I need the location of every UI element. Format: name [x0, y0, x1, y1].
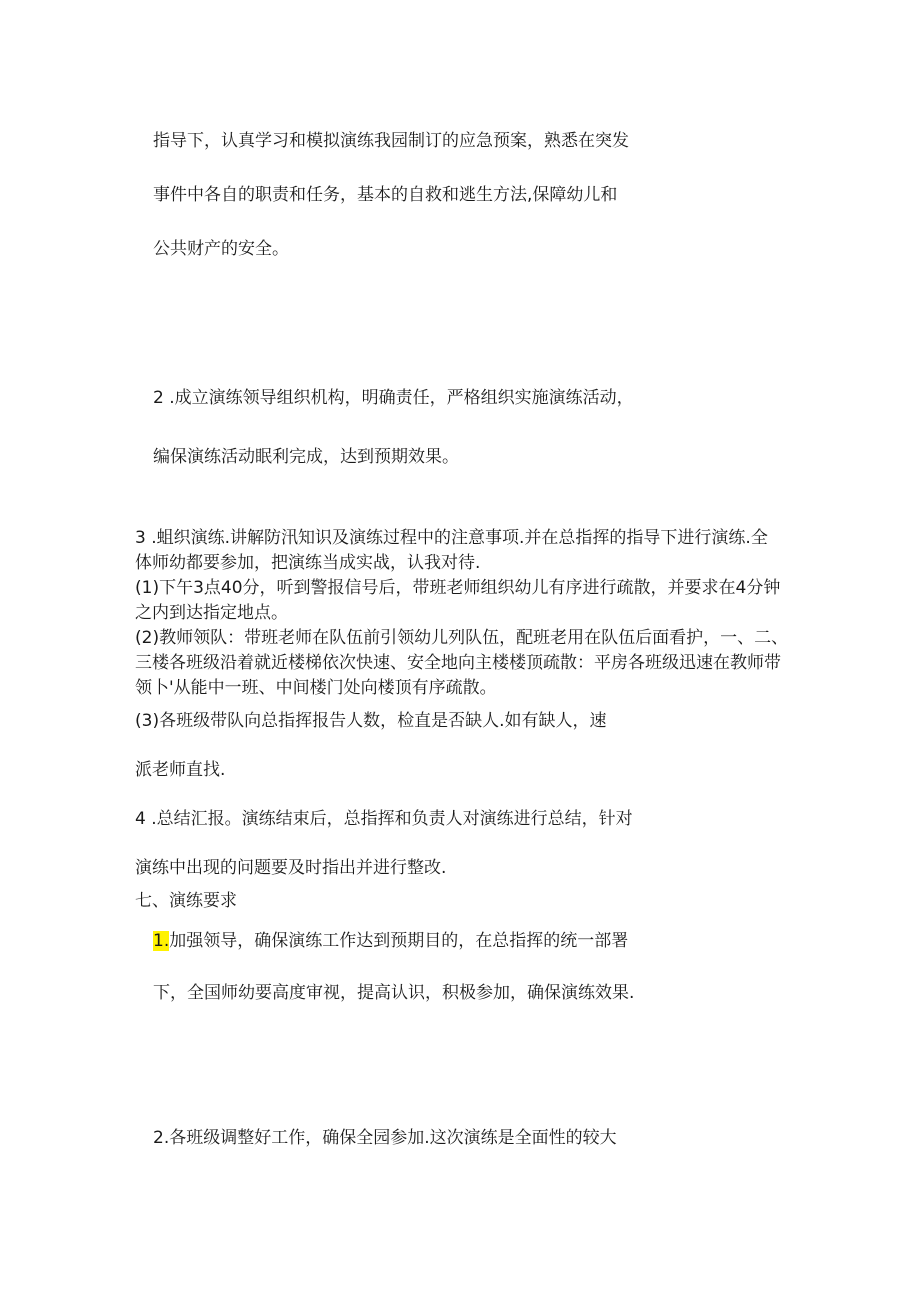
- item3-sub2-line3: 领卜'从能中一班、中间楼门处向楼顶有序疏散。: [135, 678, 497, 698]
- para1-line3: 公共财产的安全。: [153, 239, 289, 259]
- item4-line2: 演练中出现的问题要及时指出并进行整改.: [135, 858, 447, 878]
- section7-heading: 七、演练要求: [135, 891, 237, 911]
- para1-line2: 事件中各自的职责和任务，基本的自救和逃生方法,保障幼儿和: [153, 185, 618, 205]
- req1-line1: [153, 930, 628, 952]
- item2-line2: 编保演练活动眠利完成，达到预期效果。: [153, 447, 459, 467]
- item2-line1: 2 .成立演练领导组织机构，明确责任，严格组织实施演练活动，: [153, 388, 634, 408]
- item3-sub2-line1: (2)教师领队：带班老师在队伍前引领幼儿列队伍，配班老用在队伍后面看护，一、二、: [135, 628, 789, 648]
- req1-line1-text: 加强领导，确保演练工作达到预期目的，在总指挥的统一部署: [169, 931, 629, 951]
- item3-sub3-line2: 派老师直找.: [135, 760, 226, 780]
- item3-line1: 3 .蛆织演练.讲解防汛知识及演练过程中的注意事项.并在总指挥的指导下进行演练.全: [135, 528, 768, 548]
- item3-sub1-line2: 之内到达指定地点。: [135, 603, 288, 623]
- req2-line1: 2.各班级调整好工作，确保全园参加.这次演练是全面性的较大: [153, 1128, 617, 1148]
- item3-sub2-line2: 三楼各班级沿着就近楼梯依次快速、安全地向主楼楼顶疏散：平房各班级迅速在教师带: [135, 653, 781, 673]
- item3-sub1-line1: (1)下午3点40分，听到警报信号后，带班老师组织幼儿有序进行疏散，并要求在4分钟: [135, 578, 781, 598]
- item4-line1: 4 .总结汇报。演练结束后，总指挥和负责人对演练进行总结，针对: [135, 809, 633, 829]
- req1-line2: 下，全国师幼要高度审视，提高认识，积极参加，确保演练效果.: [153, 983, 635, 1003]
- req1-number-highlight: 1.: [153, 931, 170, 951]
- item3-sub3-line1: (3)各班级带队向总指挥报告人数，检直是否缺人.如有缺人，速: [135, 711, 607, 731]
- item3-line2: 体师幼都要参加，把演练当成实战，认我对待.: [135, 553, 481, 573]
- para1-line1: 指导下，认真学习和模拟演练我园制订的应急预案，熟悉在突发: [153, 131, 629, 151]
